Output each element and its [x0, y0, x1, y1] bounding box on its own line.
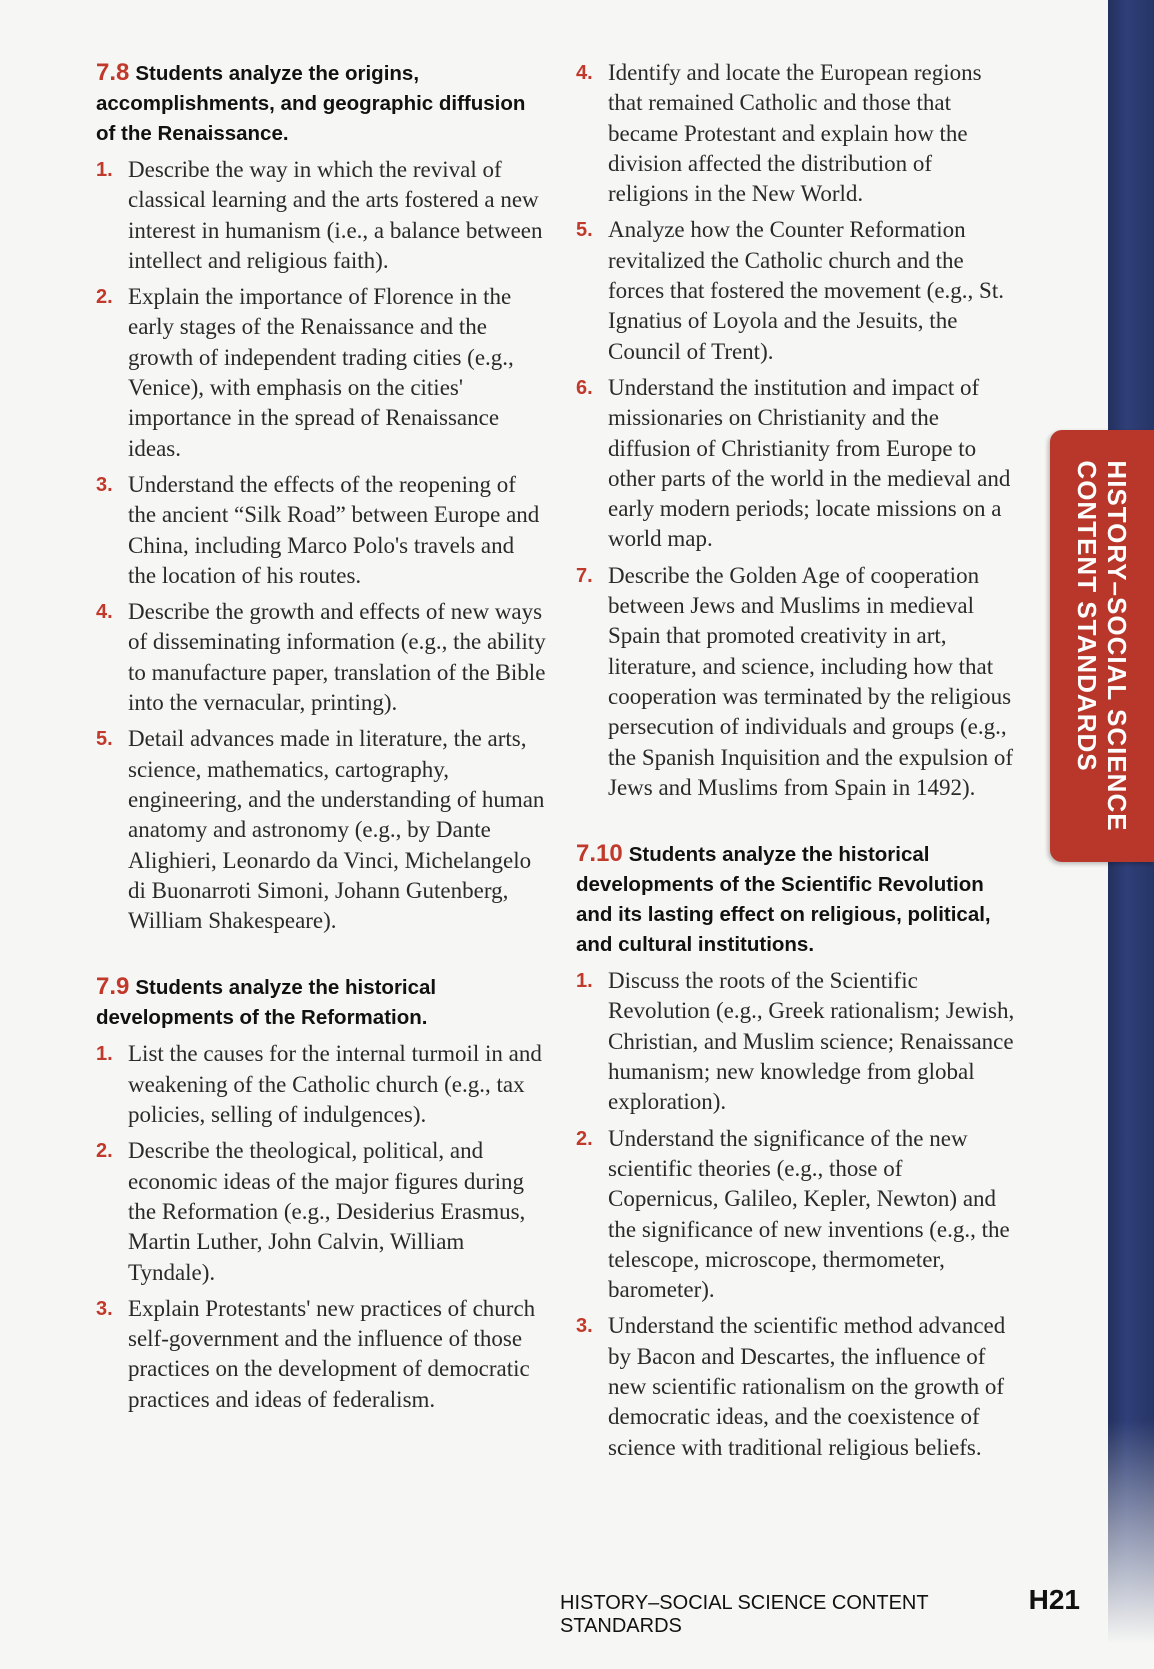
- list-item: [96, 470, 546, 591]
- standard-heading-text: Students analyze the historical developments of the Reformation.: [96, 976, 437, 1030]
- item-text: Understand the institution and impact of missionaries on Christianity and the diffusion of Christianity from Europe to other parts of the world in the medieval and early modern periods; locate missions on a world map.: [608, 374, 1011, 552]
- standard-items: [96, 1039, 546, 1415]
- standard-number: 7.10: [576, 840, 623, 868]
- list-item: [96, 597, 546, 718]
- list-item: [576, 966, 1016, 1117]
- item-text: Discuss the roots of the Scientific Revolution (e.g., Greek rationalism; Jewish, Christian, and Muslim science; Renaissance humanism; new knowledge from global exploration).: [608, 968, 1015, 1115]
- standard-heading: [96, 972, 546, 1033]
- item-number: 3.: [96, 1297, 113, 1320]
- binding-fade: [1108, 1420, 1154, 1669]
- item-text: Explain the importance of Florence in the early stages of the Renaissance and the growth of independent trading cities (e.g., Venice), with emphasis on the cities' importance in the spread of Renaissance ideas.: [128, 284, 514, 461]
- item-number: 5.: [576, 219, 593, 242]
- list-item: [96, 155, 546, 276]
- list-item: [576, 373, 1016, 555]
- item-text: Explain Protestants' new practices of church self-government and the influence of those practices on the development of democratic practices and ideas of federalism.: [128, 1295, 536, 1412]
- standard-heading-text: Students analyze the origins, accomplishments, and geographic diffusion of the Renaissance.: [96, 62, 526, 145]
- item-number: 1.: [96, 159, 113, 181]
- section-gap: [576, 809, 1016, 839]
- side-tab-text: [1072, 460, 1132, 831]
- item-text: Describe the growth and effects of new ways of disseminating information (e.g., the ability to manufacture paper, translation of the Bible into the vernacular, printing).: [128, 599, 546, 716]
- list-item: [96, 724, 546, 936]
- item-text: Describe the theological, political, and economic ideas of the major figures during the Reformation (e.g., Desiderius Erasmus, Martin Luther, John Calvin, William Tyndale).: [128, 1138, 526, 1285]
- list-item: [576, 1124, 1016, 1306]
- list-item: [96, 1136, 546, 1287]
- standard-7-9: [96, 972, 546, 1415]
- page-number: H21: [1028, 1584, 1080, 1615]
- standard-number: 7.8: [96, 59, 130, 86]
- item-number: 2.: [96, 286, 113, 309]
- list-item: [96, 282, 546, 464]
- standard-items: [96, 155, 546, 936]
- side-tab-line-1: HISTORY–SOCIAL SCIENCE: [1102, 460, 1132, 832]
- item-text: Understand the effects of the reopening of the ancient “Silk Road” between Europe and China, including Marco Polo's travels and the location of his routes.: [128, 471, 540, 588]
- standard-7-10: [576, 839, 1016, 1463]
- section-side-tab: [1050, 430, 1154, 862]
- item-number: 7.: [576, 564, 593, 587]
- item-text: Describe the way in which the revival of classical learning and the arts fostered a new interest in humanism (i.e., a balance between intellect and religious faith).: [128, 157, 543, 273]
- footer-running-title: HISTORY–SOCIAL SCIENCE CONTENT STANDARDS: [560, 1592, 929, 1637]
- item-number: 3.: [576, 1315, 593, 1338]
- list-item: [576, 215, 1016, 366]
- item-number: 4.: [96, 601, 113, 624]
- standard-items-continued: [576, 58, 1016, 803]
- list-item: [576, 561, 1016, 803]
- item-number: 1.: [576, 970, 593, 993]
- section-gap: [96, 942, 546, 972]
- list-item: [576, 58, 1016, 209]
- list-item: [576, 1311, 1016, 1462]
- right-column: [576, 58, 1016, 1469]
- side-tab-line-2: CONTENT STANDARDS: [1072, 460, 1102, 772]
- item-number: 3.: [96, 473, 113, 496]
- standard-items: [576, 966, 1016, 1463]
- item-text: Understand the significance of the new scientific theories (e.g., those of Copernicus, Galileo, Kepler, Newton) and the significance of new inventions (e.g., the telescope, microscope, thermometer, barometer).: [608, 1125, 1010, 1303]
- list-item: [96, 1294, 546, 1415]
- item-number: 6.: [576, 376, 593, 399]
- standard-heading: [96, 58, 546, 149]
- standard-7-8: [96, 58, 546, 936]
- item-text: Analyze how the Counter Reformation revitalized the Catholic church and the forces that fostered the movement (e.g., St. Ignatius of Loyola and the Jesuits, the Council of Trent).: [608, 217, 1004, 364]
- item-text: Understand the scientific method advanced by Bacon and Descartes, the influence of new scientific rationalism on the growth of democratic ideas, and the coexistence of science with traditional religious beliefs.: [608, 1313, 1006, 1460]
- standard-heading-text: Students analyze the historical developments of the Scientific Revolution and its lasting effect on religious, political, and cultural institutions.: [576, 843, 991, 957]
- left-column: [96, 58, 546, 1421]
- item-number: 2.: [576, 1127, 593, 1150]
- item-number: 4.: [576, 62, 593, 84]
- item-text: Identify and locate the European regions that remained Catholic and those that became Protestant and explain how the division affected the distribution of religions in the New World.: [608, 60, 982, 207]
- item-text: Detail advances made in literature, the arts, science, mathematics, cartography, engineering, and the understanding of human anatomy and astronomy (e.g., by Dante Alighieri, Leonardo da Vinci, Michelangelo di Buonarroti Simoni, Johann Gutenberg, William Shakespeare).: [128, 726, 545, 934]
- item-text: List the causes for the internal turmoil in and weakening of the Catholic church (e.g., tax policies, selling of indulgences).: [128, 1041, 542, 1128]
- page-footer: [560, 1584, 1080, 1638]
- item-number: 5.: [96, 728, 113, 751]
- item-number: 1.: [96, 1043, 113, 1066]
- item-number: 2.: [96, 1140, 113, 1163]
- list-item: [96, 1039, 546, 1130]
- standard-number: 7.9: [96, 973, 130, 1001]
- standard-heading: [576, 839, 1016, 960]
- item-text: Describe the Golden Age of cooperation between Jews and Muslims in medieval Spain that promoted creativity in art, literature, and science, including how that cooperation was terminated by the religious persecution of individuals and groups (e.g., the Spanish Inquisition and the expulsion of Jews and Muslims from Spain in 1492).: [608, 562, 1014, 800]
